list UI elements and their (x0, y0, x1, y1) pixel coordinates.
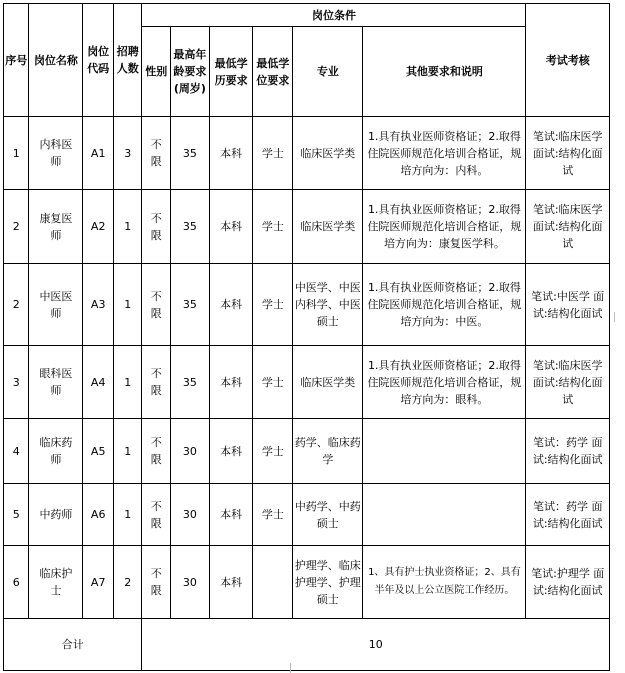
cell-seq: 1 (4, 117, 29, 190)
cell-seq: 2 (4, 190, 29, 264)
cell-age: 35 (171, 190, 210, 264)
cell-degree: 学士 (253, 484, 293, 546)
cell-exam: 笔试:护理学 面试:结构化面试 (526, 546, 610, 619)
cell-major: 临床医学类 (293, 117, 363, 190)
cell-exam: 笔试:临床医学 面试:结构化面试 (526, 190, 610, 264)
cell-name: 内科医师 (29, 117, 83, 190)
cell-exam: 笔试:临床医学 面试:结构化面试 (526, 346, 610, 419)
cell-age: 30 (171, 484, 210, 546)
total-value: 10 (142, 619, 610, 671)
page-edge-mark (614, 312, 615, 322)
table-row (4, 484, 610, 546)
table-row (4, 264, 610, 346)
cell-major: 中药学、中药硕士 (293, 484, 363, 546)
cell-other: 1.具有执业医师资格证；2.取得住院医师规范化培训合格证，规培方向为：内科。 (363, 117, 526, 190)
cell-seq: 2 (4, 264, 29, 346)
header-major: 专业 (293, 27, 363, 117)
cell-degree: 学士 (253, 190, 293, 264)
cell-count: 1 (113, 190, 142, 264)
cell-major: 药学、临床药学 (293, 419, 363, 484)
header-gender: 性别 (142, 27, 171, 117)
cell-gender: 不限 (142, 264, 171, 346)
cell-name: 康复医师 (29, 190, 83, 264)
header-seq: 序号 (4, 4, 29, 117)
recruitment-table (3, 3, 610, 671)
header-count: 招聘人数 (113, 4, 142, 117)
cell-degree: 学士 (253, 346, 293, 419)
cell-gender: 不限 (142, 346, 171, 419)
cell-count: 1 (113, 264, 142, 346)
cell-name: 中医医师 (29, 264, 83, 346)
cell-other (363, 419, 526, 484)
cell-other (363, 484, 526, 546)
cell-code: A3 (83, 264, 114, 346)
cell-exam: 笔试:临床医学 面试:结构化面试 (526, 117, 610, 190)
cell-age: 35 (171, 117, 210, 190)
cell-gender: 不限 (142, 419, 171, 484)
cell-code: A7 (83, 546, 114, 619)
cell-degree: 学士 (253, 264, 293, 346)
cell-edu: 本科 (209, 484, 253, 546)
header-conditions: 岗位条件 (142, 4, 526, 27)
cell-gender: 不限 (142, 546, 171, 619)
cell-gender: 不限 (142, 117, 171, 190)
cell-gender: 不限 (142, 190, 171, 264)
cell-count: 1 (113, 419, 142, 484)
cell-other: 1.具有执业医师资格证；2.取得住院医师规范化培训合格证，规培方向为：康复医学科。 (363, 190, 526, 264)
table-row (4, 419, 610, 484)
cell-major: 中医学、中医内科学、中医硕士 (293, 264, 363, 346)
total-row (4, 619, 610, 671)
cell-count: 1 (113, 346, 142, 419)
cell-age: 30 (171, 546, 210, 619)
cell-count: 1 (113, 484, 142, 546)
header-exam: 考试考核 (526, 4, 610, 117)
cell-name: 临床护士 (29, 546, 83, 619)
cell-degree: 学士 (253, 117, 293, 190)
cell-degree: 学士 (253, 419, 293, 484)
cell-major: 临床医学类 (293, 190, 363, 264)
header-post-code: 岗位代码 (83, 4, 114, 117)
header-other: 其他要求和说明 (363, 27, 526, 117)
cell-edu: 本科 (209, 346, 253, 419)
cell-other: 1、具有护士执业资格证；2、具有半年及以上公立医院工作经历。 (363, 546, 526, 619)
table-row (4, 546, 610, 619)
cell-age: 35 (171, 346, 210, 419)
header-post-name: 岗位名称 (29, 4, 83, 117)
header-min-edu: 最低学历要求 (209, 27, 253, 117)
cell-seq: 3 (4, 346, 29, 419)
cell-code: A5 (83, 419, 114, 484)
total-label: 合计 (4, 619, 142, 671)
cell-exam: 笔试：药学 面试:结构化面试 (526, 484, 610, 546)
cell-edu: 本科 (209, 190, 253, 264)
cell-major: 临床医学类 (293, 346, 363, 419)
cell-edu: 本科 (209, 264, 253, 346)
table-row (4, 346, 610, 419)
cell-code: A2 (83, 190, 114, 264)
table-row (4, 117, 610, 190)
cell-other: 1.具有执业医师资格证；2.取得住院医师规范化培训合格证，规培方向为：中医。 (363, 264, 526, 346)
cell-edu: 本科 (209, 419, 253, 484)
header-max-age: 最高年龄要求(周岁) (171, 27, 210, 117)
page-edge-mark (290, 663, 291, 673)
cell-count: 3 (113, 117, 142, 190)
cell-gender: 不限 (142, 484, 171, 546)
cell-edu: 本科 (209, 117, 253, 190)
cell-name: 临床药师 (29, 419, 83, 484)
cell-name: 眼科医师 (29, 346, 83, 419)
cell-degree (253, 546, 293, 619)
cell-code: A1 (83, 117, 114, 190)
cell-exam: 笔试：药学 面试:结构化面试 (526, 419, 610, 484)
header-row-1 (4, 4, 610, 27)
cell-count: 2 (113, 546, 142, 619)
cell-seq: 6 (4, 546, 29, 619)
cell-name: 中药师 (29, 484, 83, 546)
cell-code: A4 (83, 346, 114, 419)
cell-code: A6 (83, 484, 114, 546)
cell-other: 1.具有执业医师资格证；2.取得住院医师规范化培训合格证，规培方向为：眼科。 (363, 346, 526, 419)
table-row (4, 190, 610, 264)
cell-major: 护理学、临床护理学、护理硕士 (293, 546, 363, 619)
cell-exam: 笔试:中医学 面试:结构化面试 (526, 264, 610, 346)
cell-age: 30 (171, 419, 210, 484)
cell-edu: 本科 (209, 546, 253, 619)
header-min-degree: 最低学位要求 (253, 27, 293, 117)
cell-age: 35 (171, 264, 210, 346)
cell-seq: 5 (4, 484, 29, 546)
cell-seq: 4 (4, 419, 29, 484)
